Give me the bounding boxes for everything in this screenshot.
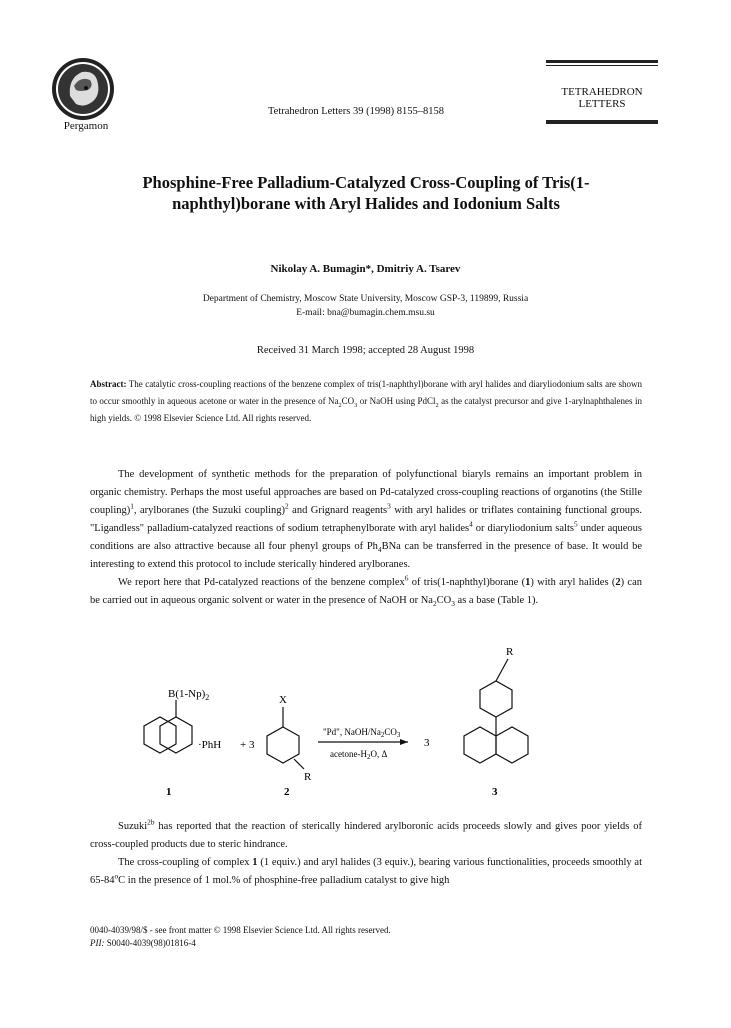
r-substituent: R [304, 771, 312, 783]
paragraph: We report here that Pd-catalyzed reactions of the benzene complex$^6$ of tris(1-naphthyl)borane (1) with aryl halides (2) can be carried out in aqueous organic solvent or water in the presence of NaOH or $Na_2CO_3$ as a base (Table 1). [90, 573, 642, 609]
abstract: Abstract: The catalytic cross-coupling reactions of the benzene complex of tris(1-naphthyl)borane with aryl halides and diaryliodonium salts are shown to occur smoothly in aqueous acetone or water in the presence of $Na_2CO_3$ or NaOH using PdCl$_2$ as the catalyst precursor and give 1-arylnaphthalenes in high yields. © 1998 Elsevier Science Ltd. All rights reserved. [90, 379, 642, 423]
paragraph: The development of synthetic methods for the preparation of polyfunctional biaryls remains an important problem in organic chemistry. Perhaps the most useful approaches are based on Pd-catalyzed cross-coupling reactions of organotins (the Stille coupling)$^1$, arylboranes (the Suzuki coupling)$^2$ and Grignard reagents$^3$ with aryl halides or triflates containing functional groups. "Ligandless" palladium-catalyzed reactions of sodium tetraphenylborate with aryl halides$^4$ or diaryliodonium salts$^5$ under aqueous conditions are also attractive because all four phenyl groups of $Ph_4BNa$ can be transferred in the presence of base. It would be interesting to extend this protocol to include sterically hindered arylboranes. [90, 469, 642, 570]
header-rule-thin [546, 65, 658, 66]
compound-number-2: 2 [284, 786, 290, 798]
reagent1-suffix: ·PhH [198, 739, 222, 751]
body-text-lower [90, 818, 642, 890]
reaction-scheme [118, 645, 618, 805]
conditions-top: "Pd", NaOH/$Na_2CO_3$ [323, 727, 401, 739]
authors: Nikolay A. Bumagin*, Dmitriy A. Tsarev [270, 263, 461, 275]
reagent1-label: $B(1-Np)_2$ [168, 688, 210, 702]
naphthyl-borane-structure [144, 717, 192, 753]
x-substituent: X [279, 694, 287, 706]
paragraph: The cross-coupling of complex 1 (1 equiv.) and aryl halides (3 equiv.), bearing various functionalities, proceeds smoothly at 65-84$^o$C in the presence of 1 mol.% of phosphine-free palladium catalyst to give high [90, 857, 643, 886]
product-coefficient: 3 [424, 737, 430, 749]
header-rule [546, 121, 658, 124]
journal-name-box [546, 60, 658, 124]
paragraph: Suzuki$^{2b}$ has reported that the reaction of sterically hindered arylboronic acids proceeds slowly and gives poor yields of cross-coupled products due to steric hindrance. [90, 817, 642, 850]
plus-coefficient: + 3 [240, 739, 255, 751]
affiliation: Department of Chemistry, Moscow State University, Moscow GSP-3, 119899, Russia E-mail: bna@bumagin.chem.msu.su [0, 292, 731, 320]
compound-number-1: 1 [166, 786, 172, 798]
journal-citation: Tetrahedron Letters 39 (1998) 8155–8158 [268, 106, 444, 117]
header-rule [546, 60, 658, 63]
body-text-upper [90, 466, 642, 610]
pergamon-logo [50, 56, 116, 122]
publisher-name: Pergamon [63, 120, 109, 132]
paper-title: Phosphine-Free Palladium-Catalyzed Cross-Coupling of Tris(1- naphthyl)borane with Aryl Halides and Iodonium Salts [142, 173, 590, 213]
conditions-bottom: acetone-$H_2O$, Δ [330, 749, 388, 761]
product-r-substituent: R [506, 646, 514, 658]
product-structure [464, 659, 528, 763]
pii-line: PII: S0040-4039(98)01816-4 [90, 938, 196, 948]
aryl-halide-ring [267, 727, 299, 763]
footer [90, 924, 391, 950]
compound-number-3: 3 [492, 786, 498, 798]
email: E-mail: bna@bumagin.chem.msu.su [296, 308, 435, 318]
abstract-label: Abstract: [90, 379, 127, 389]
received-dates: Received 31 March 1998; accepted 28 August 1998 [256, 345, 475, 356]
copyright-line: 0040-4039/98/$ - see front matter © 1998 Elsevier Science Ltd. All rights reserved. [90, 925, 391, 935]
journal-name: TETRAHEDRON LETTERS [561, 86, 643, 110]
